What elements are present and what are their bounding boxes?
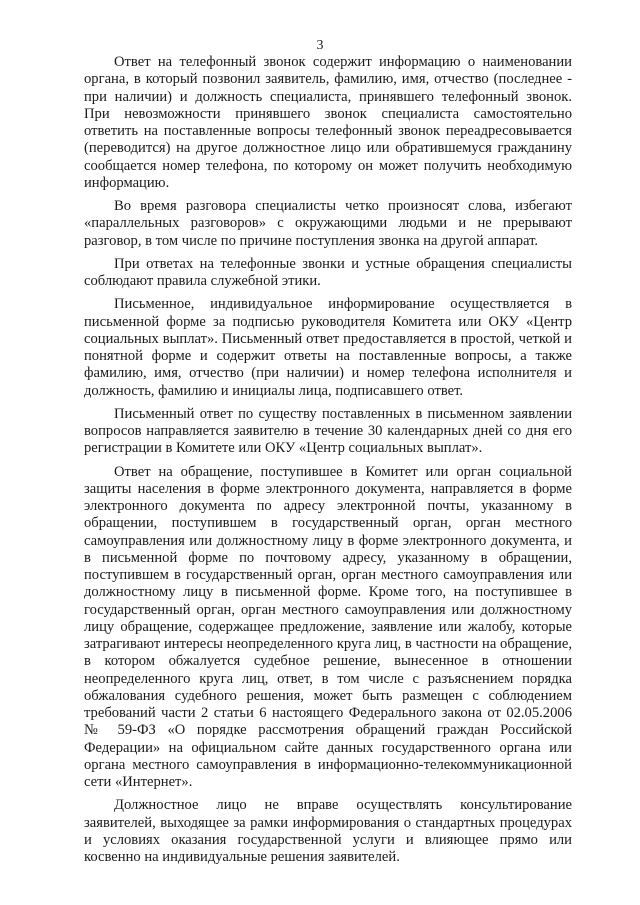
document-body [84, 54, 572, 866]
page-number: 3 [316, 38, 324, 53]
paragraph-written-informing: Письменное, индивидуальное информирование осуществляется в письменной форме за подписью руководителя Комитета или ОКУ «Центр социальных выплат». Письменный ответ предоставляется в простой, четкой и понятной форме и содержит ответы на поставленные вопросы, а также фамилию, имя, отчество (при наличии) и номер телефона исполнителя и должность, фамилию и инициалы лица, подписавшего ответ. [84, 296, 572, 399]
paragraph-conversation-rules: Во время разговора специалисты четко произносят слова, избегают «параллельных разговоров» с окружающими людьми и не прерывают разговор, в том числе по причине поступления звонка на другой аппарат. [84, 198, 572, 249]
paragraph-written-answer-deadline: Письменный ответ по существу поставленных в письменном заявлении вопросов направляется заявителю в течение 30 календарных дней со дня его регистрации в Комитете или ОКУ «Центр социальных выплат». [84, 405, 572, 457]
paragraph-consultation-limits: Должностное лицо не вправе осуществлять консультирование заявителей, выходящее за рамки информирования о стандартных процедурах и условиях оказания государственной услуги и влияющее прямо или косвенно на индивидуальные решения заявителей. [84, 797, 572, 865]
paragraph-electronic-answer: Ответ на обращение, поступившее в Комитет или орган социальной защиты населения в форме электронного документа, направляется в форме электронного документа по адресу электронной почты, указанному в обращении, поступившем в государственный орган, орган местного самоуправления или должностному лицу в форме электронного документа, и в письменной форме по почтовому адресу, указанному в обращении, поступившем в государственный орган, орган местного самоуправления или должностному лицу в письменной форме. Кроме того, на поступившее в государственный орган, орган местного самоуправления или должностному лицу обращение, содержащее предложение, заявление или жалобу, которые затрагивают интересы неопределенного круга лиц, в частности на обращение, в котором обжалуется судебное решение, вынесенное в отношении неопределенного круга лиц, ответ, в том числе с разъяснением порядка обжалования судебного решения, может быть размещен с соблюдением требований части 2 статьи 6 настоящего Федерального закона от 02.05.2006 № 59-ФЗ «О порядке рассмотрения обращений граждан Российской Федерации» на официальном сайте данных государственного органа или органа местного самоуправления в информационно-телекоммуникационной сети «Интернет». [84, 463, 572, 790]
paragraph-phone-answer: Ответ на телефонный звонок содержит информацию о наименовании органа, в который позвонил заявитель, фамилию, имя, отчество (последнее - при наличии) и должность специалиста, принявшего телефонный звонок. При невозможности принявшего звонок специалиста самостоятельно ответить на поставленные вопросы телефонный звонок переадресовывается (переводится) на другое должностное лицо или обратившемуся гражданину сообщается номер телефона, по которому он может получить необходимую информацию. [84, 54, 572, 191]
paragraph-service-ethics: При ответах на телефонные звонки и устные обращения специалисты соблюдают правила служебной этики. [84, 255, 572, 289]
